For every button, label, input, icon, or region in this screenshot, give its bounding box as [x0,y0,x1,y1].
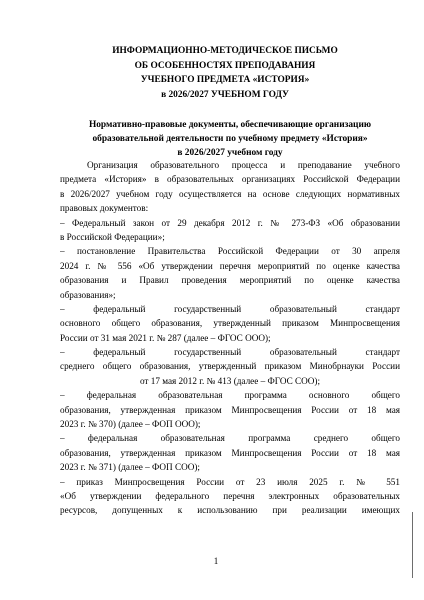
list-item-line: 2024 г. № 556 «Об утверждении перечня мероприятий по оценке качества [60,260,400,271]
list-item-line: образования, утвержденная приказом Минпросвещения России от 18 мая [60,447,400,458]
list-item-line: – федеральный государственный образовательный стандарт [60,347,400,358]
page-number: 1 [213,556,219,566]
list-item-line: «Об утверждении федерального перечня электронных образовательных [60,490,400,501]
body-text [60,158,400,518]
title-line: в 2026/2027 УЧЕБНОМ ГОДУ [161,89,289,100]
list-item-line: в Российской Федерации»; [60,231,165,242]
section-heading [60,118,400,160]
heading-line: в 2026/2027 учебном году [177,148,283,158]
list-item-line: – Федеральный закон от 29 декабря 2012 г. № 273-ФЗ «Об образовании [60,217,400,228]
text-line: Организация образовательного процесса и преподавание учебного [87,160,400,170]
list-item-line: 2023 г. № 370) (далее – ФОП ООО); [60,419,201,430]
text-line: правовых документов: [60,203,149,214]
title-line: ОБ ОСОБЕННОСТЯХ ПРЕПОДАВАНИЯ [134,60,316,71]
page-edge-line [412,512,413,578]
list-item-line: основного общего образования, утвержденный приказом Минпросвещения [60,318,400,329]
heading-line: Нормативно-правовые документы, обеспечивающие организацию [88,120,372,130]
list-item-line: образования, утвержденная приказом Минпросвещения России от 18 мая [60,404,400,415]
list-item-line: – федеральная образовательная программа основного общего [60,390,400,401]
list-item-line: России от 31 мая 2021 г. № 287 (далее – ФГОС ООО); [60,332,271,343]
list-item-line: среднего общего образования, утвержденный приказом Минобрнауки России [60,361,400,372]
list-item-line: 2023 г. № 371) (далее – ФОП СОО); [60,462,200,473]
document-title [60,44,390,102]
list-item-line: – постановление Правительства Российской Федерации от 30 апреля [60,246,400,257]
list-item-line: образования»; [60,289,116,300]
heading-line: образовательной деятельности по учебному предмету «История» [92,134,368,144]
title-line: УЧЕБНОГО ПРЕДМЕТА «ИСТОРИЯ» [140,75,310,86]
list-item-line: – федеральная образовательная программа среднего общего [60,433,400,444]
text-line: в 2026/2027 учебном году осуществляется на основе следующих нормативных [60,188,400,199]
text-line: предмета «История» в образовательных организациях Российской Федерации [60,174,400,185]
list-item-line: ресурсов, допущенных к использованию при реализации имеющих [60,505,400,516]
list-item-line: от 17 мая 2012 г. № 413 (далее – ФГОС СОО); [139,375,321,386]
title-line: ИНФОРМАЦИОННО-МЕТОДИЧЕСКОЕ ПИСЬМО [112,46,338,56]
list-item-line: – федеральный государственный образовательный стандарт [60,303,400,314]
list-item-line: образования и Правил проведения мероприятий по оценке качества [60,275,400,286]
list-item-line: – приказ Минпросвещения России от 23 июля 2025 г. № 551 [60,476,400,487]
